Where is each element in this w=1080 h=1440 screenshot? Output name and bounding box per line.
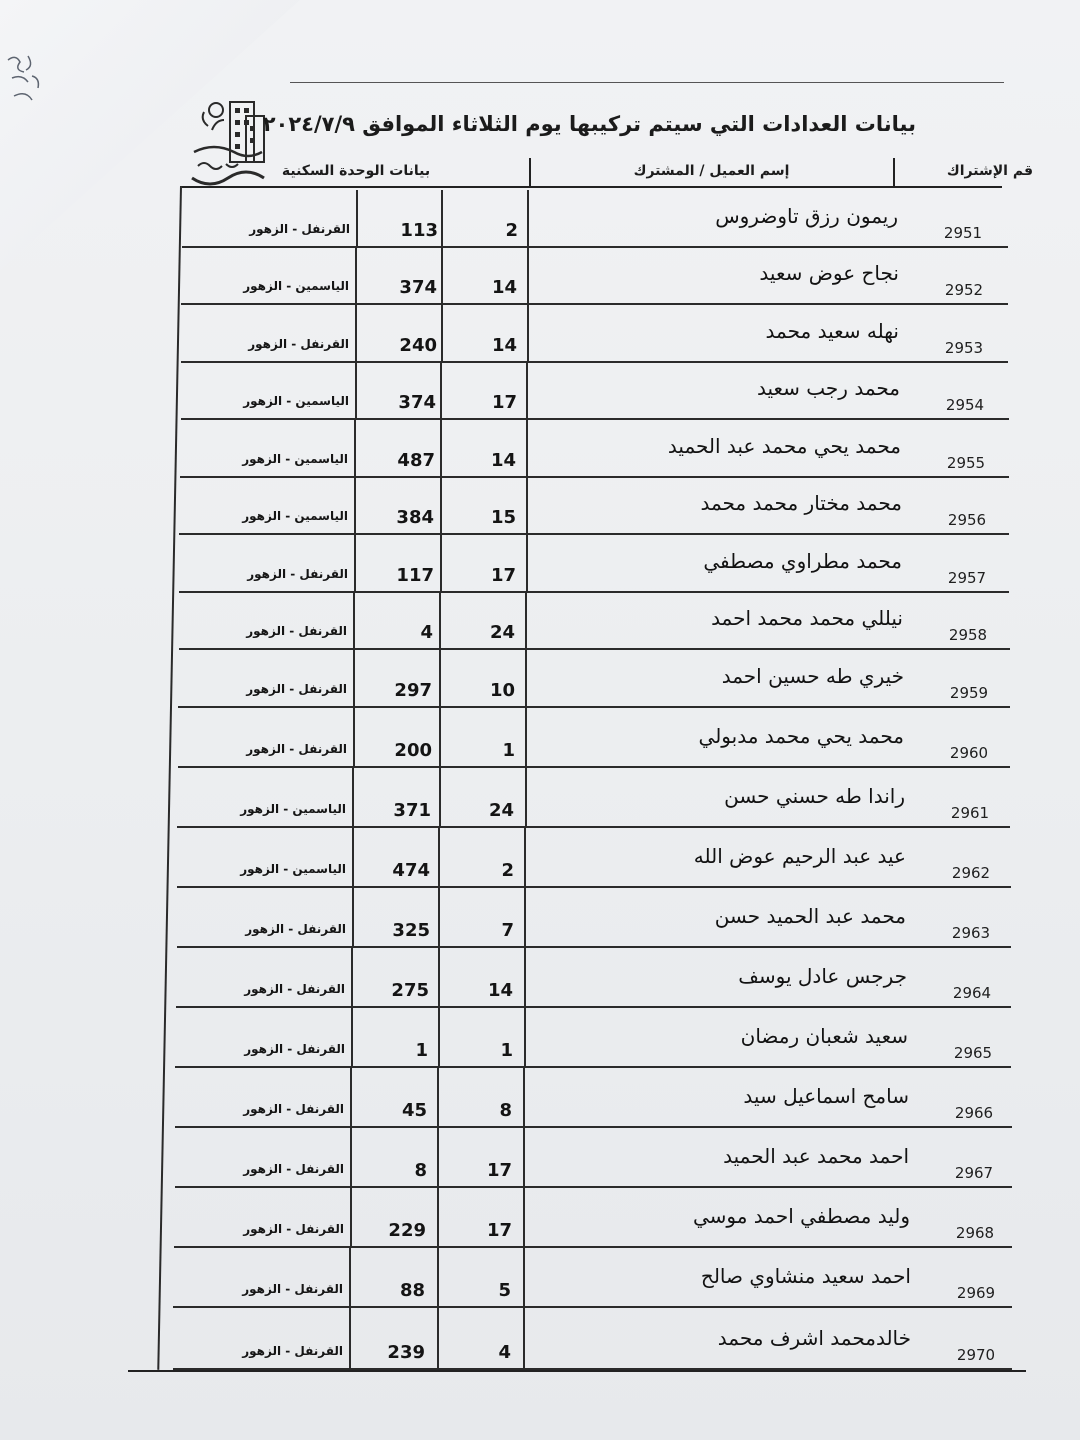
column-divider bbox=[526, 420, 528, 478]
table-row bbox=[0, 948, 1080, 1008]
column-divider bbox=[355, 248, 357, 306]
area-name: القرنفل - الزهور bbox=[246, 681, 347, 696]
unit-floor: 1 bbox=[500, 1039, 513, 1061]
unit-number: 239 bbox=[387, 1342, 425, 1363]
table-row bbox=[0, 650, 1080, 708]
unit-number: 4 bbox=[420, 622, 433, 643]
column-divider bbox=[525, 593, 527, 651]
customer-name: سعيد شعبان رمضان bbox=[740, 1023, 908, 1048]
area-name: الياسمين - الزهور bbox=[243, 279, 349, 293]
unit-floor: 15 bbox=[490, 507, 516, 528]
unit-number: 1 bbox=[415, 1039, 428, 1061]
area-name: الياسمين - الزهور bbox=[242, 451, 348, 466]
column-divider bbox=[440, 478, 442, 536]
column-divider bbox=[524, 948, 526, 1008]
table-row bbox=[0, 363, 1080, 421]
column-divider bbox=[352, 888, 354, 948]
column-divider bbox=[350, 1128, 352, 1188]
subscription-number: 2967 bbox=[954, 1163, 994, 1182]
column-divider bbox=[524, 828, 526, 888]
column-divider bbox=[351, 948, 353, 1008]
handwriting-scribble bbox=[2, 48, 72, 118]
subscription-number: 2965 bbox=[953, 1043, 993, 1062]
table-row bbox=[0, 1068, 1080, 1128]
subscription-number: 2959 bbox=[949, 683, 989, 702]
unit-floor: 1 bbox=[502, 739, 515, 761]
area-name: الياسمين - الزهور bbox=[243, 394, 349, 408]
header-customer-name: إسم العميل / المشترك bbox=[633, 163, 790, 179]
unit-number: 240 bbox=[399, 334, 437, 356]
column-divider bbox=[440, 420, 442, 478]
header-divider bbox=[893, 158, 895, 188]
column-divider bbox=[524, 1008, 526, 1068]
column-divider bbox=[523, 1188, 525, 1248]
subscription-number: 2956 bbox=[947, 511, 987, 529]
column-divider bbox=[352, 828, 354, 888]
unit-floor: 24 bbox=[489, 622, 515, 643]
column-divider bbox=[354, 535, 356, 593]
column-divider bbox=[353, 650, 355, 708]
customer-name: محمد مطراوي مصطفي bbox=[703, 548, 902, 573]
column-divider bbox=[349, 1308, 351, 1371]
column-divider bbox=[523, 1308, 525, 1371]
subscription-number: 2957 bbox=[947, 568, 987, 587]
customer-name: نجاح عوض سعيد bbox=[759, 261, 899, 285]
area-name: القرنفل - الزهور bbox=[245, 921, 346, 936]
customer-name: نيللي محمد محمد احمد bbox=[711, 606, 903, 630]
unit-floor: 8 bbox=[499, 1099, 512, 1121]
subscription-number: 2952 bbox=[944, 281, 984, 299]
table-row bbox=[0, 1308, 1080, 1371]
table-row bbox=[0, 420, 1080, 478]
column-divider bbox=[526, 535, 528, 593]
table-row bbox=[0, 248, 1080, 306]
column-divider bbox=[526, 363, 528, 421]
column-divider bbox=[437, 1248, 439, 1308]
unit-number: 229 bbox=[388, 1219, 426, 1241]
unit-floor: 2 bbox=[501, 859, 514, 881]
area-name: القرنفل - الزهور bbox=[242, 1281, 343, 1296]
column-divider bbox=[441, 248, 443, 306]
column-divider bbox=[437, 1128, 439, 1188]
subscription-number: 2966 bbox=[954, 1103, 994, 1122]
table-row bbox=[0, 1008, 1080, 1068]
column-divider bbox=[355, 363, 357, 421]
subscription-number: 2954 bbox=[945, 396, 985, 414]
column-divider bbox=[355, 305, 357, 363]
header-housing-unit: بيانات الوحدة السكنية bbox=[281, 163, 431, 179]
table-row bbox=[0, 1248, 1080, 1308]
column-divider bbox=[439, 593, 441, 651]
unit-floor: 14 bbox=[491, 277, 517, 298]
unit-floor: 5 bbox=[498, 1279, 511, 1301]
table-row bbox=[0, 305, 1080, 363]
unit-floor: 10 bbox=[489, 679, 515, 701]
customer-name: خالدمحمد اشرف محمد bbox=[717, 1326, 911, 1350]
column-divider bbox=[437, 1068, 439, 1128]
column-divider bbox=[350, 1188, 352, 1248]
table-row bbox=[0, 1128, 1080, 1188]
table-row bbox=[0, 593, 1080, 651]
subscription-number: 2968 bbox=[955, 1223, 995, 1242]
area-name: القرنفل - الزهور bbox=[249, 221, 350, 236]
customer-name: احمد سعيد منشاوي صالح bbox=[700, 1263, 911, 1288]
unit-floor: 17 bbox=[486, 1219, 512, 1241]
customer-name: سامح اسماعيل سيد bbox=[743, 1083, 909, 1108]
unit-floor: 14 bbox=[491, 334, 517, 356]
table-row bbox=[0, 1188, 1080, 1248]
subscription-number: 2962 bbox=[951, 863, 991, 882]
table-row bbox=[0, 535, 1080, 593]
subscription-number: 2961 bbox=[950, 803, 990, 822]
column-divider bbox=[527, 190, 529, 248]
customer-name: وليد مصطفي احمد موسي bbox=[692, 1203, 910, 1228]
customer-name: محمد رجب سعيد bbox=[757, 376, 900, 400]
unit-floor: 24 bbox=[488, 799, 514, 821]
table-row bbox=[0, 828, 1080, 888]
customer-name: ريمون رزق تاوضروس bbox=[715, 203, 898, 228]
column-divider bbox=[437, 1188, 439, 1248]
unit-number: 384 bbox=[396, 507, 434, 528]
header-subscription-no: قم الإشتراك bbox=[946, 163, 1033, 179]
column-divider bbox=[527, 248, 529, 306]
unit-number: 297 bbox=[394, 679, 432, 701]
table-bottom-border bbox=[128, 1370, 1026, 1372]
header-divider bbox=[529, 158, 531, 188]
column-divider bbox=[438, 828, 440, 888]
column-divider bbox=[353, 708, 355, 768]
unit-number: 117 bbox=[396, 564, 434, 586]
column-divider bbox=[525, 708, 527, 768]
column-divider bbox=[440, 363, 442, 421]
column-divider bbox=[524, 888, 526, 948]
area-name: القرنفل - الزهور bbox=[247, 566, 348, 581]
column-divider bbox=[523, 1248, 525, 1308]
column-divider bbox=[526, 478, 528, 536]
top-rule bbox=[290, 82, 1004, 83]
column-divider bbox=[523, 1068, 525, 1128]
column-divider bbox=[525, 650, 527, 708]
unit-number: 8 bbox=[414, 1159, 427, 1181]
subscription-number: 2958 bbox=[948, 626, 988, 644]
unit-number: 474 bbox=[392, 859, 430, 881]
column-divider bbox=[349, 1248, 351, 1308]
subscription-number: 2970 bbox=[956, 1346, 996, 1364]
column-divider bbox=[439, 708, 441, 768]
unit-number: 275 bbox=[391, 979, 429, 1001]
column-divider bbox=[437, 1308, 439, 1371]
column-divider bbox=[351, 1008, 353, 1068]
area-name: القرنفل - الزهور bbox=[243, 1101, 344, 1116]
customer-name: عيد عبد الرحيم عوض الله bbox=[693, 843, 906, 868]
table-row bbox=[0, 708, 1080, 768]
area-name: الياسمين - الزهور bbox=[240, 801, 346, 816]
customer-name: جرجس عادل يوسف bbox=[738, 963, 907, 988]
column-divider bbox=[441, 190, 443, 248]
unit-number: 325 bbox=[392, 919, 430, 941]
unit-number: 88 bbox=[399, 1279, 425, 1301]
table-row bbox=[0, 190, 1080, 248]
unit-number: 45 bbox=[401, 1099, 427, 1121]
header-rule bbox=[182, 186, 1002, 188]
subscription-number: 2951 bbox=[943, 223, 983, 242]
unit-number: 374 bbox=[399, 277, 437, 298]
customer-name: محمد عبد الحميد حسن bbox=[714, 903, 906, 928]
customer-name: محمد يحي محمد عبد الحميد bbox=[667, 433, 901, 458]
unit-floor: 17 bbox=[491, 392, 517, 413]
area-name: القرنفل - الزهور bbox=[243, 1161, 344, 1176]
area-name: القرنفل - الزهور bbox=[243, 1221, 344, 1236]
table-row bbox=[0, 768, 1080, 828]
column-divider bbox=[352, 768, 354, 828]
area-name: الياسمين - الزهور bbox=[240, 861, 346, 876]
column-divider bbox=[525, 768, 527, 828]
area-name: القرنفل - الزهور bbox=[246, 624, 347, 638]
column-divider bbox=[354, 420, 356, 478]
unit-floor: 4 bbox=[498, 1342, 511, 1363]
column-divider bbox=[439, 650, 441, 708]
area-name: القرنفل - الزهور bbox=[244, 1041, 345, 1056]
unit-floor: 14 bbox=[490, 449, 516, 471]
area-name: القرنفل - الزهور bbox=[246, 741, 347, 756]
customer-name: نهله سعيد محمد bbox=[765, 318, 899, 343]
unit-number: 374 bbox=[398, 392, 436, 413]
customer-name: محمد يحي محمد مدبولي bbox=[698, 723, 904, 748]
area-name: القرنفل - الزهور bbox=[244, 981, 345, 996]
unit-number: 371 bbox=[393, 799, 431, 821]
subscription-number: 2955 bbox=[946, 453, 986, 472]
unit-floor: 17 bbox=[490, 564, 516, 586]
column-divider bbox=[350, 1068, 352, 1128]
area-name: الياسمين - الزهور bbox=[242, 509, 348, 523]
document-title: بيانات العدادات التي سيتم تركيبها يوم الثلاثاء الموافق ٢٠٢٤/٧/٩ bbox=[262, 112, 916, 136]
unit-floor: 2 bbox=[505, 219, 518, 241]
area-name: القرنفل - الزهور bbox=[242, 1344, 343, 1358]
subscription-number: 2969 bbox=[956, 1283, 996, 1302]
subscription-number: 2960 bbox=[949, 743, 989, 762]
unit-floor: 14 bbox=[487, 979, 513, 1001]
subscription-number: 2953 bbox=[944, 338, 984, 357]
customer-name: خيري طه حسين احمد bbox=[721, 663, 904, 688]
unit-number: 113 bbox=[400, 219, 438, 241]
column-divider bbox=[439, 768, 441, 828]
column-divider bbox=[353, 593, 355, 651]
customer-name: محمد مختار محمد محمد bbox=[700, 491, 902, 515]
area-name: القرنفل - الزهور bbox=[248, 336, 349, 351]
unit-floor: 7 bbox=[501, 919, 514, 941]
column-divider bbox=[356, 190, 358, 248]
column-divider bbox=[441, 305, 443, 363]
table-row bbox=[0, 888, 1080, 948]
customer-name: احمد محمد عبد الحميد bbox=[723, 1143, 909, 1168]
unit-number: 200 bbox=[394, 739, 432, 761]
column-divider bbox=[354, 478, 356, 536]
subscription-number: 2963 bbox=[951, 923, 991, 942]
table-row bbox=[0, 478, 1080, 536]
subscription-number: 2964 bbox=[952, 983, 992, 1002]
column-divider bbox=[440, 535, 442, 593]
column-divider bbox=[438, 1008, 440, 1068]
column-divider bbox=[523, 1128, 525, 1188]
column-divider bbox=[527, 305, 529, 363]
customer-name: راندا طه حسني حسن bbox=[724, 783, 905, 808]
unit-floor: 17 bbox=[486, 1159, 512, 1181]
unit-number: 487 bbox=[397, 449, 435, 471]
column-divider bbox=[438, 948, 440, 1008]
column-divider bbox=[438, 888, 440, 948]
